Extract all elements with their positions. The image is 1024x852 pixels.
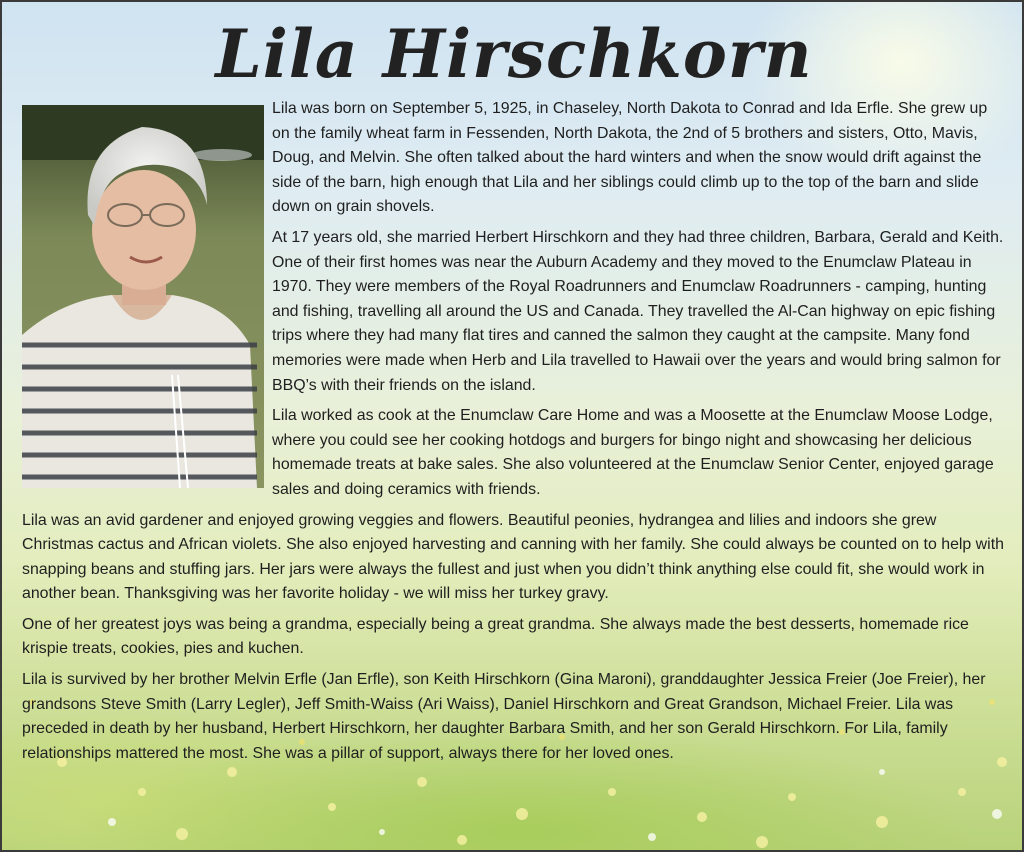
paragraph-marriage-family: At 17 years old, she married Herbert Hirschkorn and they had three children, Barbara, Gerald and Keith. One of their first homes was near the Auburn Academy and they moved to the Enumclaw Plateau in 1970. They were members of the Royal Roadrunners and Enumclaw Roadrunners - camping, hunting and fishing, travelling all around the US and Canada. They travelled the Al-Can highway on epic fishing trips where they had many flat tires and canned the salmon they caught at the campsite. Many fond memories were made when Herb and Lila travelled to Hawaii over the years and would bring salmon for BBQ’s with their friends on the island. <box>272 228 1004 394</box>
paragraph-early-life: Lila was born on September 5, 1925, in Chaseley, North Dakota to Conrad and Ida Erfle. She grew up on the family wheat farm in Fessenden, North Dakota, the 2nd of 5 brothers and sisters, Otto, Mavis, Doug, and Melvin. She often talked about the hard winters and when the snow would drift against the side of the barn, high enough that Lila and her siblings could climb up to the top of the barn and slide down on grain shovels. <box>272 100 988 216</box>
deceased-name-title: Lila Hirschkorn <box>215 15 813 93</box>
paragraph-gardening: Lila was an avid gardener and enjoyed growing veggies and flowers. Beautiful peonies, hydrangea and lilies and indoors she grew Christmas cactus and African violets. She also enjoyed harvesting and canning with her family. She could always be counted on to help with snapping beans and stuffing jars. Her jars were always the fullest and just when you didn’t think anything else could fit, she would work in another bean. Thanksgiving was her favorite holiday - we will miss her turkey gravy. <box>22 511 1004 603</box>
photo-spacer <box>22 97 272 493</box>
paragraph-work-community: Lila worked as cook at the Enumclaw Care Home and was a Moosette at the Enumclaw Moose Lodge, where you could see her cooking hotdogs and burgers for bingo night and showcasing her delicious homemade treats at bake sales. She also volunteered at the Enumclaw Senior Center, enjoyed garage sales and doing ceramics with friends. <box>272 407 994 498</box>
paragraph-survivors: Lila is survived by her brother Melvin Erfle (Jan Erfle), son Keith Hirschkorn (Gina Maroni), granddaughter Jessica Freier (Joe Freier), her grandsons Steve Smith (Larry Legler), Jeff Smith-Waiss (Ari Waiss), Daniel Hirschkorn and Great Grandson, Michael Freier. Lila was preceded in death by her husband, Herbert Hirschkorn, her daughter Barbara Smith, and her son Gerald Hirschkorn. For Lila, family relationships mattered the most. She was a pillar of support, always there for her loved ones. <box>22 671 986 762</box>
obituary-body <box>22 97 1006 772</box>
paragraph-grandma: One of her greatest joys was being a grandma, especially being a great grandma. She always made the best desserts, homemade rice krispie treats, cookies, pies and kuchen. <box>22 615 969 658</box>
